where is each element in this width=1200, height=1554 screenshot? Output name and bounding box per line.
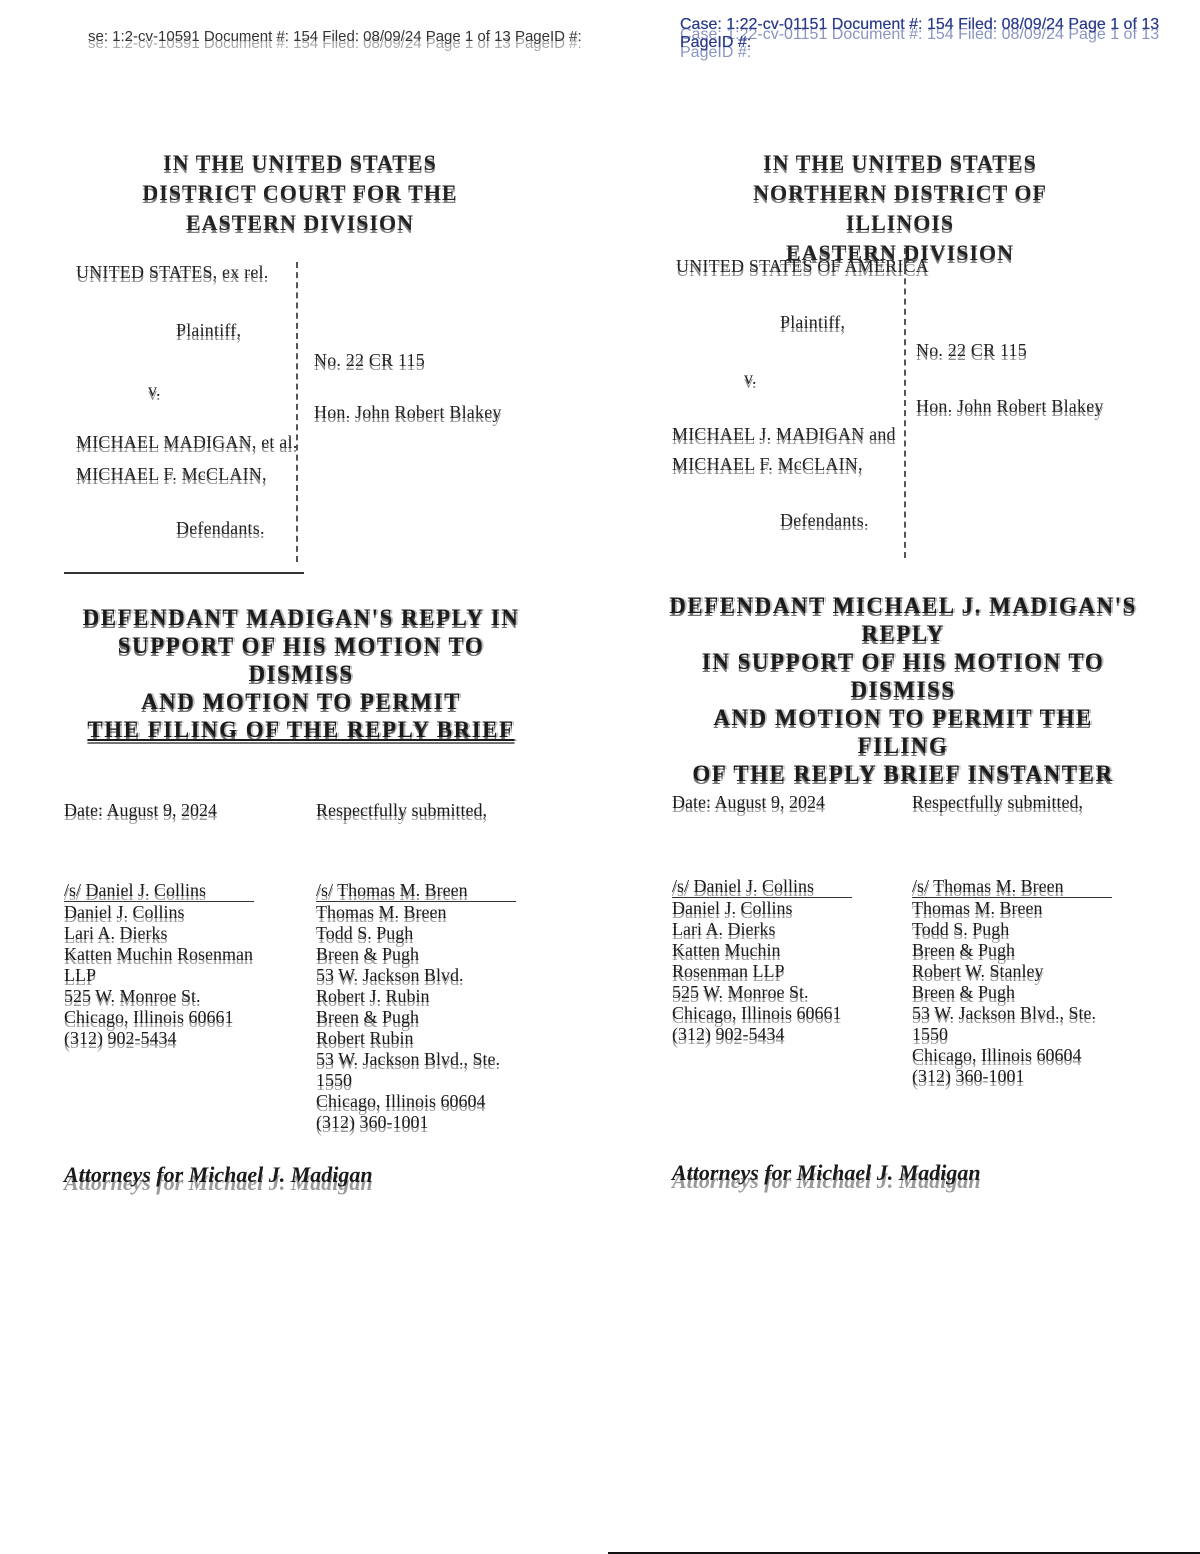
plaintiff-name-left: UNITED STATES, ex rel.: [76, 262, 269, 282]
caption-divider-vertical-left: [296, 262, 298, 562]
attorney-name: Robert J. Rubin: [316, 986, 430, 1006]
case-header-stamp-left: se: 1:2-cv-10591 Document #: 154 Filed: 08/09/24 Page 1 of 13 PageID #:: [88, 28, 582, 45]
caption-divider-horizontal-left: [64, 572, 304, 574]
court-heading-left: [140, 148, 460, 238]
defendant-name-left: MICHAEL F. McCLAIN,: [76, 464, 267, 484]
motion-title-line: DEFENDANT MADIGAN'S REPLY IN: [82, 605, 520, 630]
motion-title-line: AND MOTION TO PERMIT: [141, 689, 461, 714]
signature-line-text: /s/ Daniel J. Collins: [64, 880, 207, 900]
date-left: Date: August 9, 2024: [64, 800, 217, 820]
court-line: IN THE UNITED STATES: [763, 150, 1037, 175]
address-line: 525 W. Monroe St.: [64, 986, 201, 1006]
attorney-name: Todd S. Pugh: [912, 919, 1010, 939]
signature-block-left-col2: [316, 880, 516, 1133]
motion-title-left: [76, 604, 526, 744]
signature-block-left-col1: [64, 880, 254, 1049]
plaintiff-name-right: UNITED STATES OF AMERICA: [676, 256, 929, 276]
signature-line-text: /s/ Daniel J. Collins: [672, 876, 815, 896]
firm-name: Breen & Pugh: [912, 940, 1015, 960]
attorney-name: Robert W. Stanley: [912, 961, 1044, 981]
attorneys-for-right: Attorneys for Michael J. Madigan: [672, 1160, 981, 1185]
attorney-name: Thomas M. Breen: [316, 902, 447, 922]
motion-title-line: SUPPORT OF HIS MOTION TO DISMISS: [117, 633, 485, 686]
plaintiff-role-left: Plaintiff,: [176, 320, 242, 340]
signature-block-right-col2: [912, 876, 1112, 1087]
attorney-name: Todd S. Pugh: [316, 923, 414, 943]
phone-number: (312) 902-5434: [672, 1024, 785, 1044]
signature-line-text: /s/ Thomas M. Breen: [912, 876, 1064, 896]
judge-name-left: Hon. John Robert Blakey: [314, 402, 502, 422]
defendant-name-left: MICHAEL MADIGAN, et al.: [76, 432, 298, 452]
firm-name: Breen & Pugh: [912, 982, 1015, 1002]
motion-title-line: AND MOTION TO PERMIT THE FILING: [713, 705, 1093, 758]
firm-name: Katten Muchin Rosenman LLP: [64, 944, 253, 985]
versus-left: v.: [148, 380, 161, 400]
motion-title-line: OF THE REPLY BRIEF INSTANTER: [692, 761, 1114, 786]
court-line: IN THE UNITED STATES: [163, 150, 437, 175]
address-line: 525 W. Monroe St.: [672, 982, 809, 1002]
caption-divider-vertical-right: [904, 248, 906, 558]
submitted-right: Respectfully submitted,: [912, 792, 1083, 812]
attorney-name: Lari A. Dierks: [672, 919, 776, 939]
date-right: Date: August 9, 2024: [672, 792, 825, 812]
attorneys-for-left: Attorneys for Michael J. Madigan: [64, 1162, 373, 1187]
motion-title-line: THE FILING OF THE REPLY BRIEF: [87, 717, 515, 742]
attorney-name: Robert Rubin: [316, 1028, 414, 1048]
court-line: EASTERN DIVISION: [785, 240, 1015, 265]
phone-number: (312) 360-1001: [912, 1066, 1025, 1086]
plaintiff-role-right: Plaintiff,: [780, 312, 846, 332]
address-line: Chicago, Illinois 60661: [672, 1003, 842, 1023]
firm-name: Breen & Pugh: [316, 1007, 419, 1027]
attorney-name: Daniel J. Collins: [672, 898, 793, 918]
phone-number: (312) 902-5434: [64, 1028, 177, 1048]
address-line: 53 W. Jackson Blvd., Ste. 1550: [912, 1003, 1097, 1044]
phone-number: (312) 360-1001: [316, 1112, 429, 1132]
court-heading-right: [740, 148, 1060, 268]
firm-name: Breen & Pugh: [316, 944, 419, 964]
firm-name: Katten Muchin Rosenman LLP: [672, 940, 785, 981]
case-header-stamp-right: Case: 1:22-cv-01151 Document #: 154 Filed: 08/09/24 Page 1 of 13 PageID #:: [680, 16, 1160, 51]
versus-right: v.: [744, 368, 757, 388]
defendants-role-right: Defendants.: [780, 510, 869, 530]
motion-title-line: IN SUPPORT OF HIS MOTION TO DISMISS: [701, 649, 1105, 702]
court-line: NORTHERN DISTRICT OF ILLINOIS: [753, 180, 1047, 235]
defendant-name-right: MICHAEL J. MADIGAN and: [672, 424, 896, 444]
judge-name-right: Hon. John Robert Blakey: [916, 396, 1104, 416]
defendant-name-right: MICHAEL F. McCLAIN,: [672, 454, 863, 474]
address-line: Chicago, Illinois 60661: [64, 1007, 234, 1027]
court-line: DISTRICT COURT FOR THE: [142, 180, 458, 205]
address-line: Chicago, Illinois 60604: [912, 1045, 1082, 1065]
motion-title-line: DEFENDANT MICHAEL J. MADIGAN'S REPLY: [669, 593, 1137, 646]
attorney-name: Lari A. Dierks: [64, 923, 168, 943]
signature-line-text: /s/ Thomas M. Breen: [316, 880, 468, 900]
court-line: EASTERN DIVISION: [185, 210, 415, 235]
attorney-name: Daniel J. Collins: [64, 902, 185, 922]
signature-block-right-col1: [672, 876, 852, 1045]
attorney-name: Thomas M. Breen: [912, 898, 1043, 918]
case-number-left: No. 22 CR 115: [314, 350, 425, 370]
motion-title-right: [668, 592, 1138, 788]
address-line: 53 W. Jackson Blvd., Ste. 1550: [316, 1049, 501, 1090]
submitted-left: Respectfully submitted,: [316, 800, 487, 820]
address-line: Chicago, Illinois 60604: [316, 1091, 486, 1111]
defendants-role-left: Defendants.: [176, 518, 265, 538]
address-line: 53 W. Jackson Blvd.: [316, 965, 464, 985]
case-number-right: No. 22 CR 115: [916, 340, 1027, 360]
